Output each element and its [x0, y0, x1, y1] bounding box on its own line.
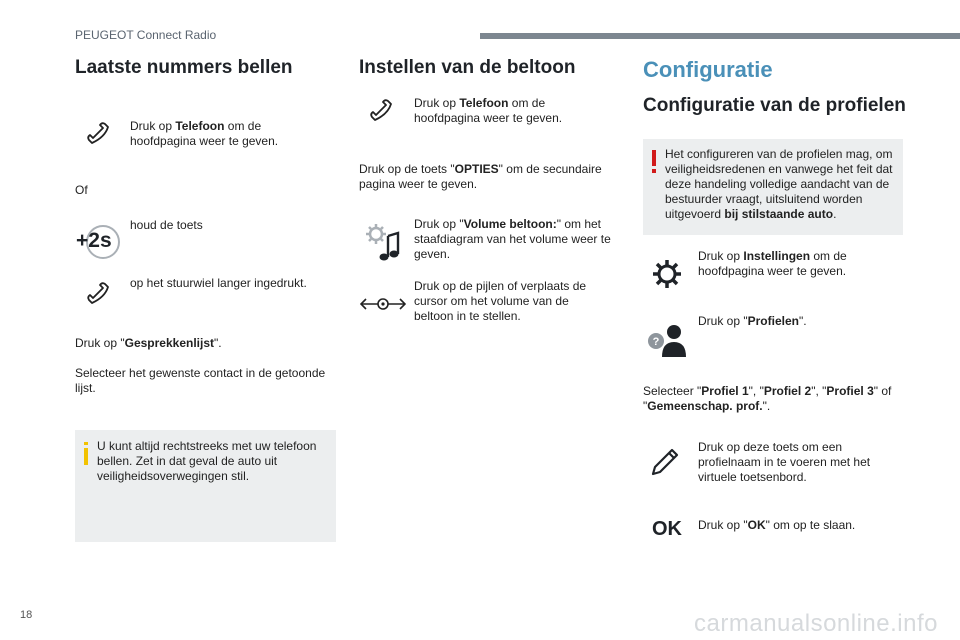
instruction-hold: houd de toets — [130, 218, 203, 232]
info-box — [75, 430, 336, 542]
phone-handset-icon — [368, 97, 394, 123]
instruction-instellingen: Druk op Instellingen om de hoofdpagina weer te geven. — [698, 249, 847, 278]
svg-text:?: ? — [652, 336, 660, 348]
page-number: 18 — [20, 609, 33, 621]
instruction-telefoon-2: Druk op Telefoon om de hoofdpagina weer te geven. — [414, 96, 563, 125]
pencil-icon — [649, 446, 681, 478]
instruction-select-profile: Selecteer "Profiel 1", "Profiel 2", "Profiel 3" of "Gemeenschap. prof.". — [643, 384, 892, 413]
info-text: U kunt altijd rechtstreeks met uw telefoon bellen. Zet in dat geval de auto uit veiligheidsoverwegingen stil. — [97, 439, 317, 483]
instruction-arrows: Druk op de pijlen of verplaats de cursor om het volume van de beltoon in te stellen. — [414, 279, 587, 323]
section-title-ringtone: Instellen van de beltoon — [359, 57, 576, 78]
section-title-recent-calls: Laatste nummers bellen — [75, 57, 293, 78]
or-text: Of — [75, 183, 88, 197]
warning-box — [643, 139, 903, 235]
running-header: PEUGEOT Connect Radio — [75, 28, 217, 42]
chapter-title: Configuratie — [643, 57, 773, 82]
instruction-wheel: op het stuurwiel langer ingedrukt. — [130, 276, 307, 290]
warning-text: Het configureren van de profielen mag, om veiligheidsredenen en vanwege het feit dat deze handeling volledige aandacht van de bestuurder vraagt, uitsluitend worden uitgevoerd bij stilstaande auto. — [665, 147, 893, 221]
watermark: carmanualsonline.info — [694, 610, 938, 637]
ringtone-volume-icon — [364, 222, 404, 262]
warning-icon — [652, 150, 656, 166]
instruction-gesprekkenlijst: Druk op "Gesprekkenlijst". — [75, 336, 222, 350]
instruction-volume: Druk op "Volume beltoon:" om het staafdiagram van het volume weer te geven. — [414, 217, 611, 261]
volume-slider-icon — [360, 294, 406, 314]
header-rule — [480, 33, 960, 39]
phone-handset-icon — [85, 120, 111, 146]
ok-icon: OK — [652, 518, 682, 540]
steering-phone-icon — [85, 280, 111, 306]
instruction-profielen: Druk op "Profielen". — [698, 314, 807, 328]
instruction-ok: Druk op "OK" om op te slaan. — [698, 518, 856, 532]
instruction-opties: Druk op de toets "OPTIES" om de secundaire pagina weer te geven. — [359, 162, 602, 191]
profile-icon — [646, 323, 688, 357]
gear-icon — [651, 258, 683, 290]
info-icon — [84, 442, 88, 445]
instruction-edit-name: Druk op deze toets om een profielnaam in te voeren met het virtuele toetsenbord. — [698, 440, 871, 484]
hold-2s-icon: +2s — [74, 224, 120, 260]
section-title-profiles: Configuratie van de profielen — [643, 95, 906, 116]
instruction-select-contact: Selecteer het gewenste contact in de getoonde lijst. — [75, 366, 326, 395]
instruction-telefoon: Druk op Telefoon om de hoofdpagina weer te geven. — [130, 119, 279, 148]
